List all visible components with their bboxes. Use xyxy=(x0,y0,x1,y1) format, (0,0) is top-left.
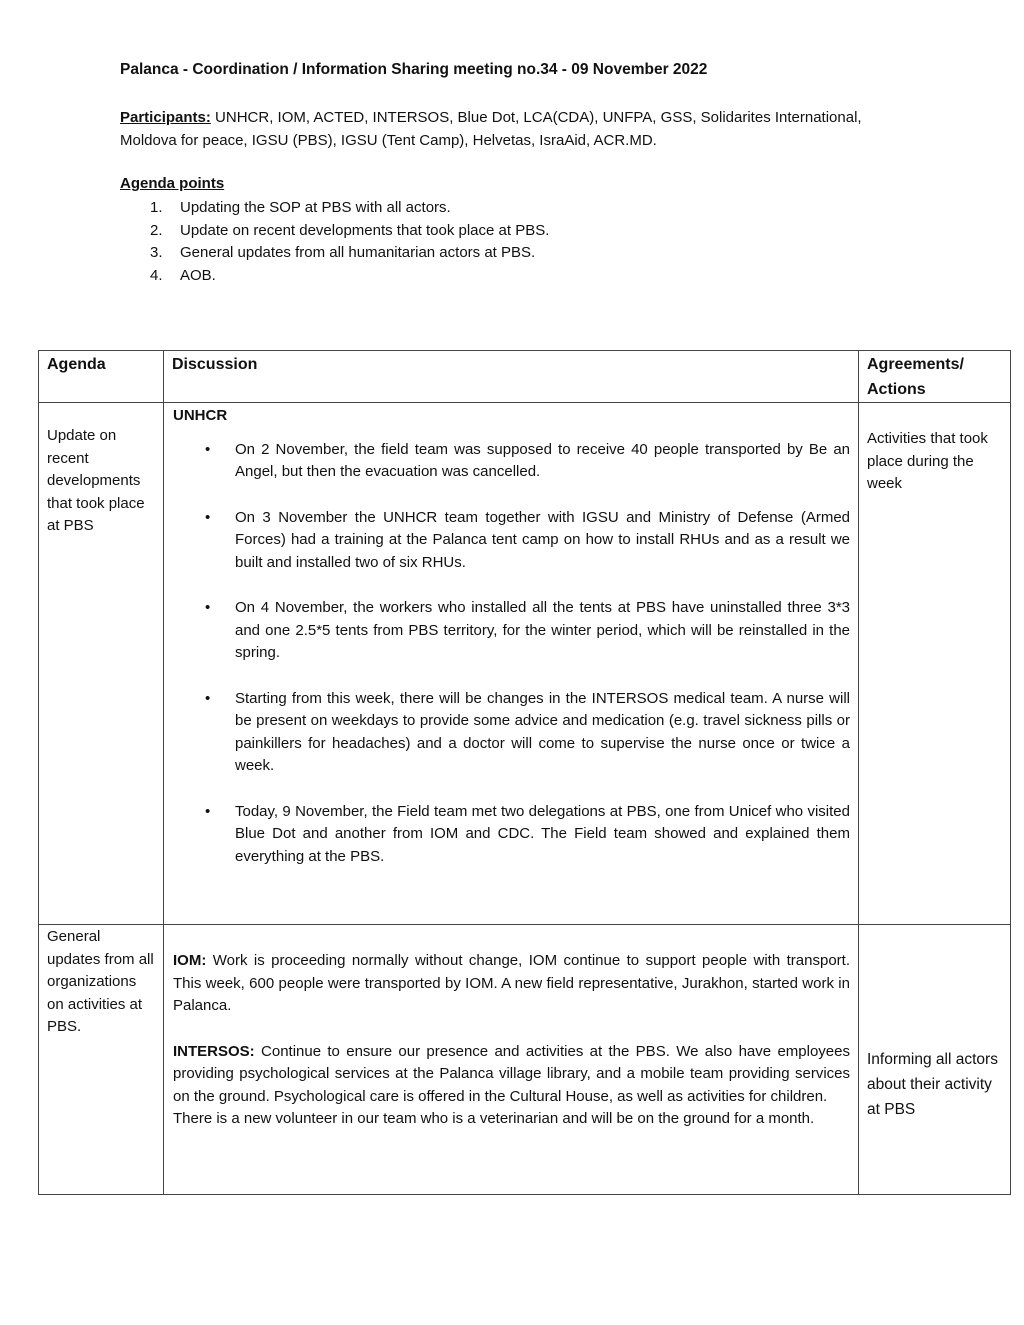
list-item: • Today, 9 November, the Field team met two delegations at PBS, one from Unicef who visited Blue Dot and another from IOM and CDC. The Field team showed and explained them everything at the PBS. xyxy=(235,801,850,869)
list-item: • Starting from this week, there will be changes in the INTERSOS medical team. A nurse will be present on weekdays to provide some advice and medication (e.g. travel sickness pills or painkillers for headaches) and a doctor will come to supervise the nurse once or twice a week. xyxy=(235,688,850,778)
agenda-point-number: 1. xyxy=(150,199,163,216)
participants-label: Participants: xyxy=(120,109,211,126)
row2-agenda-cell: General updates from all organizations on activities at PBS. xyxy=(39,925,164,1195)
participants-paragraph xyxy=(120,106,920,152)
agenda-points-list xyxy=(150,197,550,287)
agenda-point-number: 3. xyxy=(150,244,163,261)
row1-agenda-cell: Update on recent developments that took place at PBS xyxy=(39,403,164,925)
intersos-text: Continue to ensure our presence and activities at the PBS. We also have employees providing psychological services at the Palanca village library, and a mobile team providing services on the ground. Psychological care is offered in the Cultural House, as well as activities for children. xyxy=(173,1042,850,1105)
iom-label: IOM: xyxy=(173,952,207,969)
agenda-points-heading: Agenda points xyxy=(120,175,225,192)
header-agenda: Agenda xyxy=(39,351,164,403)
row2-discussion-cell xyxy=(164,925,859,1195)
intersos-volunteer-update: There is a new volunteer in our team who is a veterinarian and will be on the ground for a month. xyxy=(173,1110,815,1127)
participants-list: UNHCR, IOM, ACTED, INTERSOS, Blue Dot, LCA(CDA), UNFPA, GSS, Solidarites International, Moldova for peace, IGSU (PBS), IGSU (Tent Camp), Helvetas, IsraAid, ACR.MD. xyxy=(120,109,862,149)
intersos-label: INTERSOS: xyxy=(173,1042,255,1060)
row2-actions-cell: Informing all actors about their activity at PBS xyxy=(859,925,1011,1195)
agenda-point xyxy=(150,265,549,288)
header-actions: Agreements/ Actions xyxy=(859,351,1011,403)
agenda-point xyxy=(150,197,549,220)
iom-update xyxy=(173,950,850,1018)
intersos-update xyxy=(173,1041,850,1109)
agenda-point xyxy=(150,242,549,265)
agenda-point xyxy=(150,220,550,243)
row1-discussion-cell xyxy=(164,403,859,925)
agenda-point-number: 2. xyxy=(150,221,163,239)
agenda-point-text: Update on recent developments that took place at PBS. xyxy=(180,221,550,239)
table-header-row xyxy=(39,351,1011,403)
minutes-table xyxy=(38,350,1011,1195)
list-item: • On 2 November, the field team was supposed to receive 40 people transported by Be an Angel, but then the evacuation was cancelled. xyxy=(235,439,850,484)
agenda-point-text: General updates from all humanitarian actors at PBS. xyxy=(180,244,536,261)
unhcr-heading: UNHCR xyxy=(173,407,228,424)
agenda-point-text: Updating the SOP at PBS with all actors. xyxy=(180,199,451,216)
list-item: • On 4 November, the workers who installed all the tents at PBS have uninstalled three 3*3 and one 2.5*5 tents from PBS territory, for the winter period, which will be reinstalled in the spring. xyxy=(235,597,850,665)
iom-text: Work is proceeding normally without change, IOM continue to support people with transport. This week, 600 people were transported by IOM. A new field representative, Jurakhon, started work in Palanca. xyxy=(173,952,850,1014)
list-item: • On 3 November the UNHCR team together with IGSU and Ministry of Defense (Armed Forces) had a training at the Palanca tent camp on how to install RHUs and as a result we built and installed two of six RHUs. xyxy=(235,507,850,575)
page-title: Palanca - Coordination / Information Sharing meeting no.34 - 09 November 2022 xyxy=(120,61,708,78)
header-discussion: Discussion xyxy=(164,351,859,403)
unhcr-updates-list xyxy=(173,439,850,869)
agenda-point-number: 4. xyxy=(150,266,163,284)
row1-actions-cell: Activities that took place during the week xyxy=(859,403,1011,925)
table-row-recent-developments xyxy=(39,403,1011,925)
agenda-point-text: AOB. xyxy=(180,266,216,284)
table-row-general-updates xyxy=(39,925,1011,1195)
